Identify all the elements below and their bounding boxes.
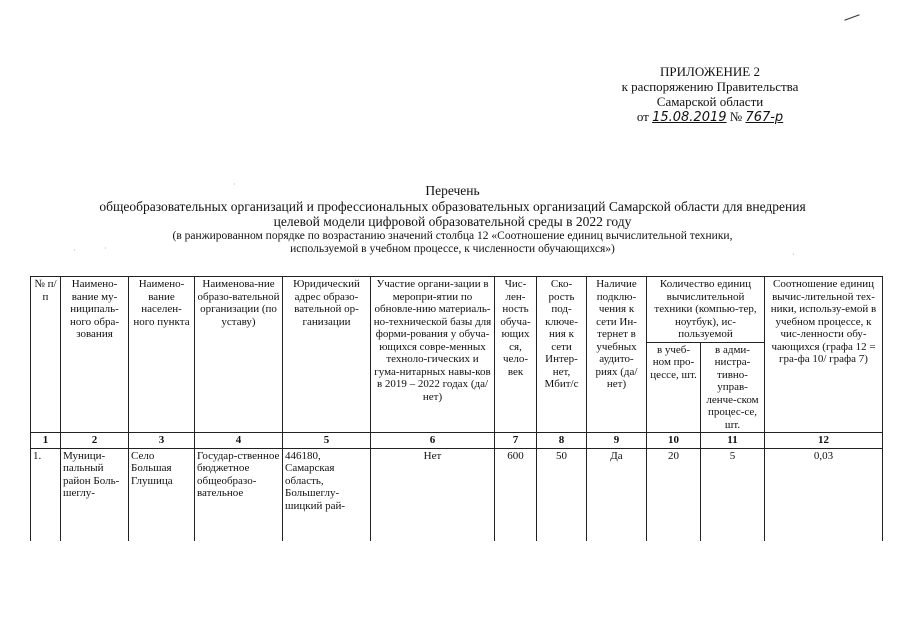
- column-number: 2: [61, 433, 129, 449]
- cell-admin-units: 5: [701, 448, 765, 541]
- scan-mark: [844, 14, 859, 20]
- cell-speed: 50: [537, 448, 587, 541]
- number-prefix: №: [729, 109, 743, 124]
- column-number: 3: [129, 433, 195, 449]
- appendix-line-decree: к распоряжению Правительства: [621, 79, 799, 94]
- column-number: 7: [495, 433, 537, 449]
- header-num: № п/п: [31, 277, 61, 433]
- column-number: 8: [537, 433, 587, 449]
- date-prefix: от: [636, 109, 649, 124]
- header-participation: Участие органи-зации в меропри-ятии по обновле-нию материаль-но-технической базы для форми-рования у обуча-ющихся совре-менных техноло-гических и гума-нитарных навы-ков в 2019 – 2022 годах (да/нет): [371, 277, 495, 433]
- column-number: 6: [371, 433, 495, 449]
- cell-organization: Государ-ственное бюджетное общеобразо-вательное: [195, 448, 283, 541]
- header-internet: Наличие подклю-чения к сети Ин-тернет в учебных аудито-риях (да/нет): [587, 277, 647, 433]
- scan-speck: ·: [104, 244, 107, 253]
- title-line-2: целевой модели цифровой образовательной среды в 2022 году: [273, 214, 632, 229]
- cell-edu-units: 20: [647, 448, 701, 541]
- appendix-block: [560, 64, 860, 125]
- handwritten-date: 15.08.2019: [652, 110, 727, 125]
- cell-participation: Нет: [371, 448, 495, 541]
- header-units-group: Количество единиц вычислительной техники (компью-тер, ноутбук), ис-пользуемой: [647, 277, 765, 343]
- cell-ratio: 0,03: [765, 448, 883, 541]
- column-number: 11: [701, 433, 765, 449]
- title-line-1: общеобразовательных организаций и профессиональных образовательных организаций Самарской области для внедрения: [99, 198, 806, 214]
- header-edu-units: в учеб-ном про-цессе, шт.: [647, 342, 701, 433]
- subtitle-line-2: используемой в учебном процессе, к численности обучающихся»): [290, 242, 615, 255]
- table-row: [31, 448, 883, 541]
- title-heading: Перечень: [425, 183, 480, 198]
- column-number: 5: [283, 433, 371, 449]
- column-number: 1: [31, 433, 61, 449]
- scan-speck: ·: [792, 250, 795, 259]
- header-address: Юридический адрес образо-вательной ор-ганизации: [283, 277, 371, 433]
- scan-speck: ·: [73, 246, 76, 255]
- header-municipality: Наимено-вание му-ниципаль-ного обра-зования: [61, 277, 129, 433]
- scan-speck: ·: [233, 180, 236, 189]
- header-speed: Ско-рость под-ключе-ния к сети Интер-нет, Мбит/с: [537, 277, 587, 433]
- subtitle-line-1: (в ранжированном порядке по возрастанию значений столбца 12 «Соотношение единиц вычислительной техники,: [172, 229, 733, 242]
- header-ratio: Соотношение единиц вычис-лительной тех-ники, использу-емой в учебном процессе, к чис-ленности обу-чающихся (графа 12 = гра-фа 10/ графа 7): [765, 277, 883, 433]
- appendix-date-line: [560, 109, 860, 125]
- handwritten-number: 767-р: [745, 110, 784, 125]
- cell-municipality: Муници-пальный район Боль-шеглу-: [61, 448, 129, 541]
- cell-num: 1.: [31, 448, 61, 541]
- header-students: Чис-лен-ность обуча-ющих ся, чело-век: [495, 277, 537, 433]
- header-organization: Наименова-ние образо-вательной организации (по уставу): [195, 277, 283, 433]
- appendix-title: ПРИЛОЖЕНИЕ 2: [660, 64, 760, 79]
- cell-internet: Да: [587, 448, 647, 541]
- document-title: [30, 183, 875, 256]
- header-admin-units: в адми-нистра-тивно-управ-ленче-ском процес-се, шт.: [701, 342, 765, 433]
- column-number: 9: [587, 433, 647, 449]
- column-number-row: [31, 433, 883, 449]
- column-number: 12: [765, 433, 883, 449]
- column-number: 4: [195, 433, 283, 449]
- organizations-table: [30, 276, 883, 541]
- header-row: [31, 277, 883, 343]
- cell-settlement: Село Большая Глушица: [129, 448, 195, 541]
- cell-students: 600: [495, 448, 537, 541]
- appendix-line-region: Самарской области: [656, 94, 764, 109]
- header-settlement: Наимено-вание населен-ного пункта: [129, 277, 195, 433]
- column-number: 10: [647, 433, 701, 449]
- cell-address: 446180, Самарская область, Большеглу-шицкий рай-: [283, 448, 371, 541]
